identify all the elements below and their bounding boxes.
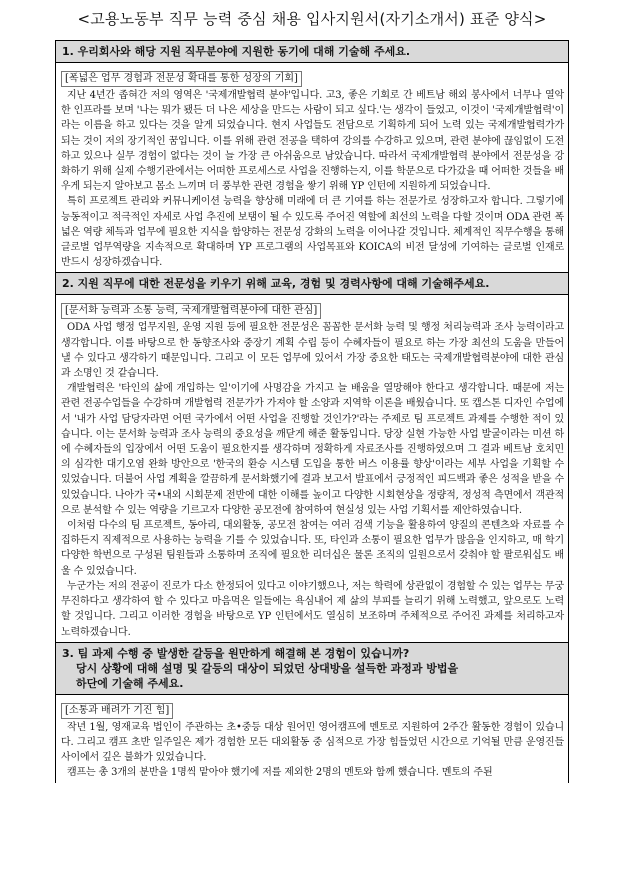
answer-3-subheading: [소통과 배려가 기진 힘]: [61, 703, 173, 719]
question-3-heading-line: 3. 팀 과제 수행 중 발생한 갈등을 원만하게 해결해 본 경험이 있습니까?: [62, 646, 410, 660]
question-2-heading: [56, 273, 568, 295]
answer-2-paragraph: 누군가는 저의 전공이 진로가 다소 한정되어 있다고 이야기했으나, 저는 학력에 상관없이 경험할 수 있는 업무는 무궁무진하다고 생각하여 할 수 있다고 마음먹은 일들에는 욕심내어 제 삶의 부피를 늘리기 위해 노력했고, 앞으로도 노력할 것입니다. 그리고 이러한 경험을 바탕으로 YP 인턴에서도 열심히 보조하며 주체적으로 주어진 과제를 처리하고자 노력하겠습니다.: [61, 580, 564, 638]
form-table: [55, 40, 569, 783]
question-3-heading: [56, 643, 568, 695]
question-3-heading-line: 당시 상황에 대해 설명 및 갈등의 대상이 되었던 상대방을 설득한 과정과 방법을: [76, 661, 459, 675]
answer-2-paragraph: 개발협력은 '타인의 삶에 개입하는 일'이기에 사명감을 가지고 늘 배움을 열망해야 한다고 생각합니다. 때문에 저는 관련 전공수업들을 수강하며 개발협력 전문가가 가져야 할 소양과 지역학 이론을 배웠습니다. 또 캡스톤 디자인 수업에서 '내가 사업 담당자라면 어떤 국가에서 어떤 사업을 진행할 것인가?'라는 주제로 팀 프로젝트 과제를 수행한 적이 있습니다. 이는 문서화 능력과 조사 능력의 중요성을 깨닫게 해준 활동입니다. 당장 실현 가능한 사업 발굴이라는 미션 하에 수혜자들의 입장에서 어떤 도움이 필요한지를 생각하며 정확하게 자료조사를 진행하였으며 그 결과 베트남 호치민의 심각한 대기오염 완화 방안으로 '한국의 환승 시스템 도입을 통한 버스 이용률 향상'이라는 세부 사업을 기획할 수 있었습니다. 더불어 사업 계획을 깔끔하게 문서화했기에 결과 보고서 발표에서 긍정적인 피드백과 좋은 성적을 받을 수 있었습니다. 나아가 국•내외 시회문제 전반에 대한 이해를 높이고 다양한 시회현상을 정량적, 정성적 측면에서 객관적으로 분석할 수 있는 역량을 기르고자 다양한 공모전에 참여하여 현실성 있는 사업 기획서를 제안하였습니다.: [61, 383, 564, 516]
question-1-answer: [56, 63, 568, 273]
answer-3-paragraph: 작년 1월, 영재교육 법인이 주관하는 초•중등 대상 원어민 영어캠프에 멘토로 지원하여 2주간 활동한 경험이 있습니다. 그리고 캠프 초반 일주일은 제가 경험한 모든 대외활동 중 심적으로 가장 힘들었던 시간으로 기억될 만큼 운영진들 사이에서 깊은 불화가 있었습니다.: [61, 721, 564, 764]
document-title: <고용노동부 직무 능력 중심 채용 입사지원서(자기소개서) 표준 양식>: [77, 10, 547, 28]
question-3-answer: [56, 695, 568, 783]
answer-2-subheading: [문서화 능력과 소통 능력, 국제개발협력분야에 대한 관심]: [61, 303, 321, 319]
question-1-heading: [56, 41, 568, 63]
answer-2-paragraph: ODA 사업 행정 업무지원, 운영 지원 등에 필요한 전문성은 꼼꼼한 문서화 능력 및 행정 처리능력과 조사 능력이라고 생각합니다. 이를 바탕으로 한 동향조사와 중장기 계획 수립 등이 수혜자들이 필요로 하는 가장 최선의 도움을 만들어낼 수 있다고 생각하기 때문입니다. 그리고 이 모든 업무에 있어서 가장 중요한 태도는 국제개발협력분야에 대한 관심과 소명인 것 같습니다.: [61, 322, 564, 380]
answer-1-paragraph: 지난 4년간 좁혀간 저의 영역은 '국제개발협력 분야'입니다. 고3, 좋은 기회로 간 베트남 해외 봉사에서 너무나 열악한 인프라를 보며 '나는 뭐가 됐든 더 나은 세상을 만드는 사람이 되고 싶다.'는 생각이 들었고, 이것이 '국제개발협력'이라는 이름을 하고 있다는 것을 알게 되었습니다. 현지 사업들도 전담으로 기획하게 되어 노력 있는 국제개발협력가가 되는 것이 저의 장기적인 꿈입니다. 이를 위해 관련 전공을 택하여 강의를 수강하고 있으며, 관련 분야에 끊임없이 도전하고 있으나 실무 경험이 없다는 것이 늘 가장 큰 아쉬움으로 남았습니다. 따라서 국제개발협력 분야에서 전문성을 강화하기 위해 실제 수행기관에서는 어떠한 프로세스로 사업을 진행하는지, 이를 학문으로 다가갔을 때 어떠한 것들을 배우게 되는지 알아보고 몸소 느끼며 더 풍부한 관련 경험을 쌓기 위해 YP 인턴에 지원하게 되었습니다.: [61, 90, 564, 193]
answer-2-paragraph: 이처럼 다수의 팀 프로젝트, 동아리, 대외활동, 공모전 참여는 여러 검색 기능을 활용하여 양질의 콘텐츠와 자료를 수집하든지 직제적으로 사용하는 능력을 기를 수 있었습니다. 또, 타인과 소통이 필요한 업무가 많음을 인지하고, 매 학기 다양한 학번으로 구성된 팀원들과 소통하며 조직에 필요한 리더십은 물론 조직의 일원으로서 갖춰야 할 팔로워십도 배울 수 있었습니다.: [61, 520, 564, 577]
answer-1-paragraph: 특히 프로젝트 관리와 커뮤니케이션 능력을 향상해 미래에 더 큰 기여를 하는 전문가로 성장하고자 합니다. 그렇기에 능동적이고 적극적인 자세로 사업 추진에 보탬이 될 수 있도록 주어진 역할에 최선의 노력을 다할 것이며 ODA 관련 폭넓은 역량 체득과 업무에 필요한 지식을 함양하는 전문성 강화의 노력을 이어나갈 것입니다. 체계적인 직무수행을 통해 글로벌 업무역량을 지속적으로 확대하며 YP 프로그램의 사업목표와 KOICA의 비전 달성에 기여하는 글로벌 인재로 반드시 성장하겠습니다.: [61, 196, 564, 269]
question-1-heading-line: 1. 우리회사와 해당 지원 직무분야에 지원한 동기에 대해 기술해 주세요.: [62, 45, 411, 58]
question-3-heading-line: 하단에 기술해 주세요.: [76, 676, 184, 690]
question-2-answer: [56, 295, 568, 642]
answer-3-paragraph: 캠프는 총 3개의 분반을 1명씩 맡아야 했기에 저를 제외한 2명의 멘토와 함께 했습니다. 멘토의 주된: [67, 767, 493, 779]
question-2-heading-line: 2. 지원 직무에 대한 전문성을 키우기 위해 교육, 경험 및 경력사항에 대해 기술해주세요.: [62, 277, 490, 291]
answer-1-subheading: [폭넓은 업무 경험과 전문성 확대를 통한 성장의 기회]: [61, 71, 302, 87]
